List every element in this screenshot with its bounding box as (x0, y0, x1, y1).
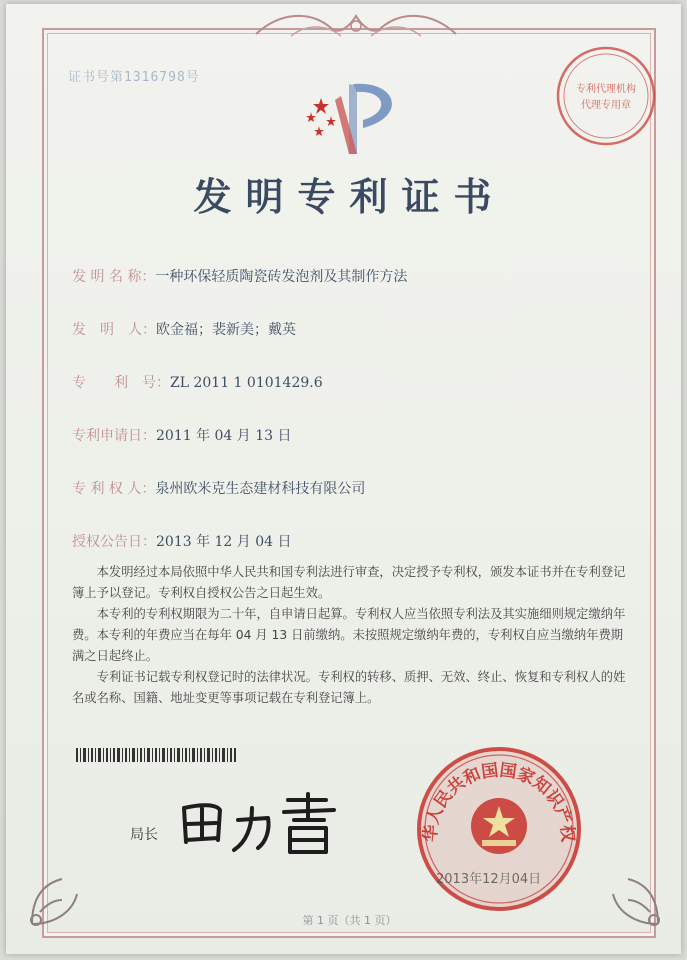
field-inventor: 发 明 人：欧金福；裴新美；戴英 (72, 322, 296, 338)
field-patentee: 专 利 权 人：泉州欧米克生态建材科技有限公司 (72, 481, 366, 497)
body-paragraph: 本专利的专利权期限为二十年，自申请日起算。专利权人应当依照专利法及其实施细则规定缴纳年费。本专利的年费应当在每年 04 月 13 日前缴纳。未按照规定缴纳年费的，专利权自应当缴纳年费期满之日起终止。 (72, 607, 626, 663)
body-paragraph: 本发明经过本局依照中华人民共和国专利法进行审查，决定授予专利权，颁发本证书并在专利登记簿上予以登记。专利权自授权公告之日起生效。 (72, 565, 626, 600)
body-paragraph: 专利证书记载专利权登记时的法律状况。专利权的转移、质押、无效、终止、恢复和专利权人的姓名或名称、国籍、地址变更等事项记载在专利登记簿上。 (72, 670, 626, 705)
page-number: 第 1 页（共 1 页） (302, 914, 397, 927)
agency-stamp (554, 44, 658, 148)
field-grant-date: 授权公告日：2013 年 12 月 04 日 (72, 534, 292, 550)
stamp-top-text: 专利代理机构 (576, 84, 636, 95)
certificate-paper (6, 4, 681, 954)
certificate-body (72, 562, 632, 709)
top-ornament-icon (251, 6, 461, 46)
certificate-title: 发明专利证书 (193, 174, 506, 219)
field-application-date: 专利申请日：2011 年 04 月 13 日 (72, 428, 292, 444)
stamp-top-inner-text: 代理专用章 (581, 100, 631, 111)
certificate-number: 证书号第1316798号 (68, 70, 200, 85)
field-patent-number: 专 利 号：ZL 2011 1 0101429.6 (72, 375, 323, 391)
official-seal (414, 744, 584, 914)
director-label: 局长 (130, 827, 158, 843)
patent-office-logo-icon (301, 76, 411, 156)
field-invention-name: 发 明 名 称：一种环保轻质陶瓷砖发泡剂及其制作方法 (72, 269, 408, 285)
seal-text: 华人民共和国国家知识产权 (420, 760, 578, 843)
director-signature (176, 790, 346, 860)
seal-date: 2013年12月04日 (436, 872, 542, 887)
barcode-icon (76, 748, 236, 762)
